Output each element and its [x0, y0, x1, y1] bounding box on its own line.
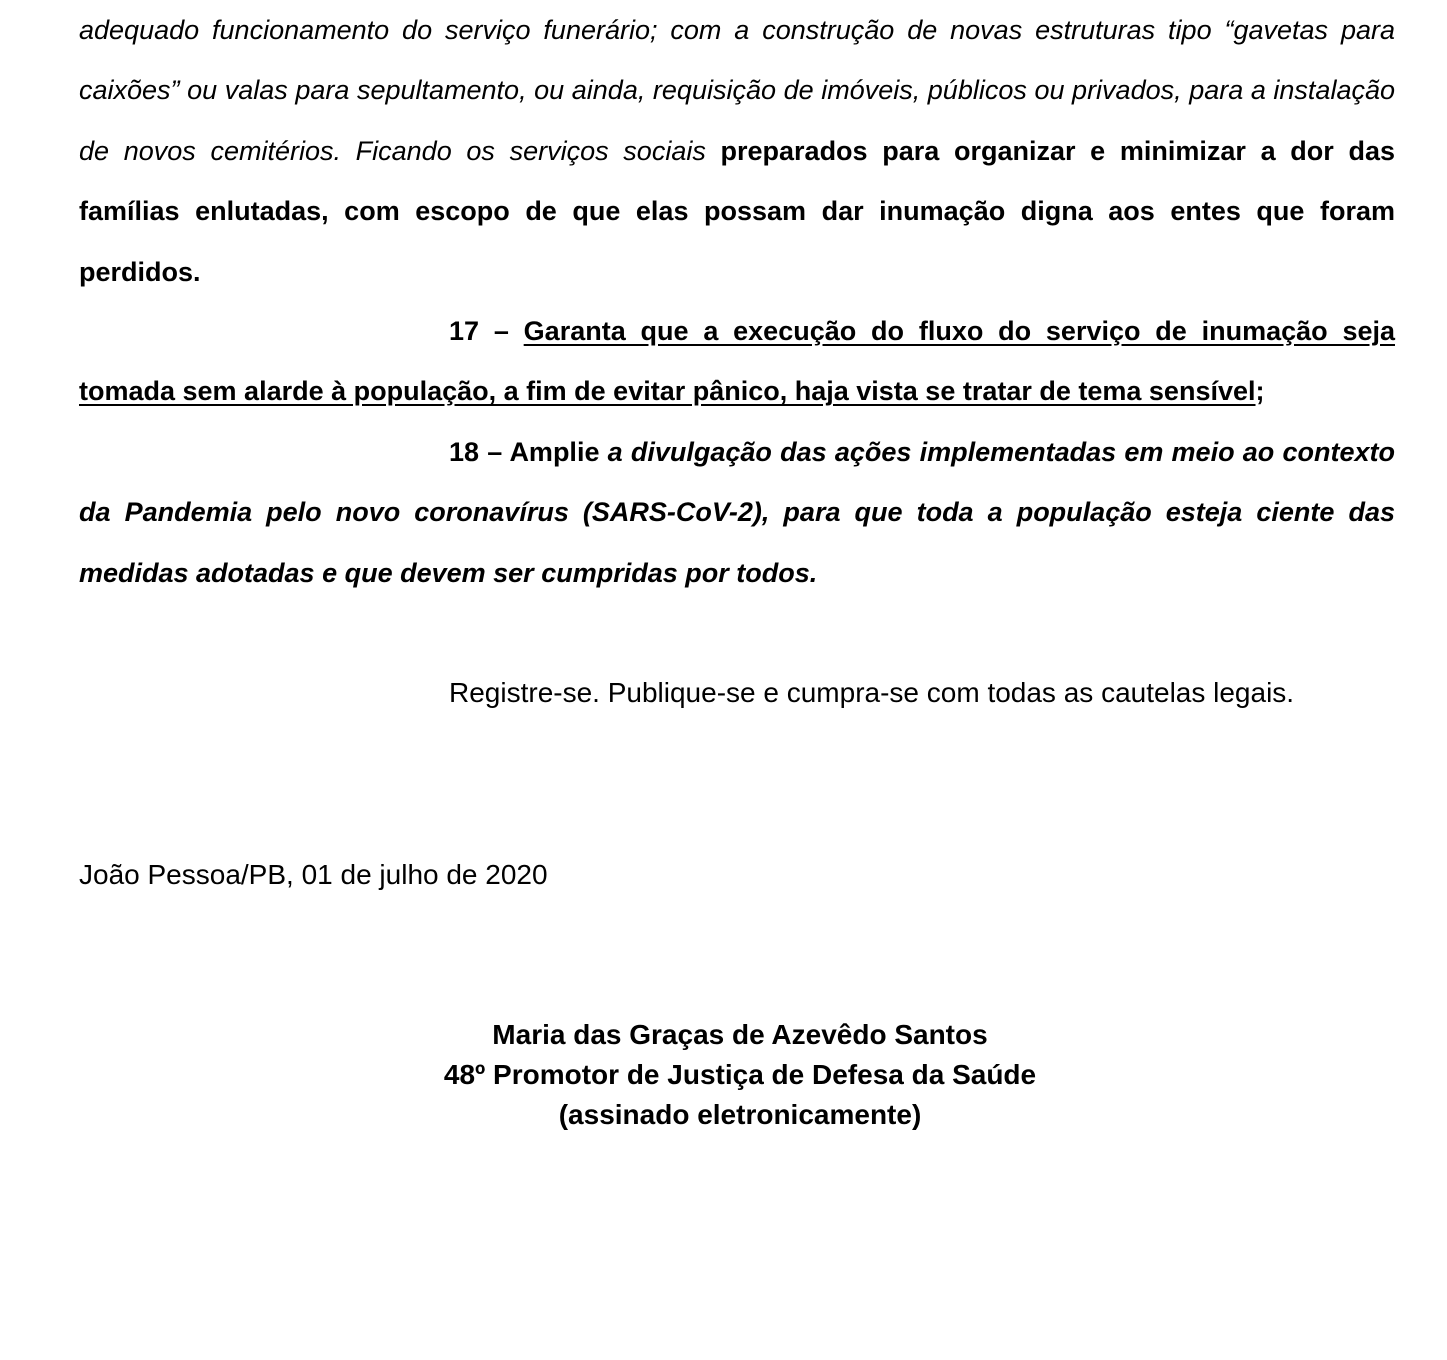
paragraph-bold-text: preparados para organizar e minimizar a dor das famílias enlutadas, com escopo de que elas possam dar inumação digna aos entes que foram perdidos. — [79, 135, 1395, 287]
signatory-role: 48º Promotor de Justiça de Defesa da Saúde — [443, 1059, 1037, 1090]
signatory-name: Maria das Graças de Azevêdo Santos — [492, 1019, 988, 1050]
item-17-end: ; — [1255, 376, 1265, 407]
paragraph-funeral-services — [79, 0, 1395, 302]
paragraph-italic-text: adequado funcionamento do serviço funerário; com a construção de novas estruturas tipo “gavetas para caixões” ou valas para sepultamento, ou ainda, requisição de imóveis, públicos ou privados, para a instalação de novos cemitérios. Ficando os serviços sociais — [79, 15, 1395, 166]
signature-note: (assinado eletronicamente) — [558, 1099, 922, 1130]
item-18 — [79, 422, 1395, 603]
item-17 — [79, 301, 1395, 422]
place-date: João Pessoa/PB, 01 de julho de 2020 — [79, 859, 548, 890]
item-18-italic-text: a divulgação das ações implementadas em meio ao contexto da Pandemia pelo novo coronavírus (SARS-CoV-2), para que toda a população esteja ciente das medidas adotadas e que devem ser cumpridas por todos. — [79, 437, 1395, 588]
closing-statement: Registre-se. Publique-se e cumpra-se com todas as cautelas legais. — [449, 677, 1295, 708]
item-18-verb: Amplie — [509, 437, 608, 467]
item-18-number: 18 – — [449, 437, 510, 467]
item-17-number: 17 – — [449, 316, 524, 346]
item-17-underlined-text: Garanta que a execução do fluxo do serviço de inumação seja tomada sem alarde à população, a fim de evitar pânico, haja vista se tratar de tema sensível — [79, 316, 1395, 407]
